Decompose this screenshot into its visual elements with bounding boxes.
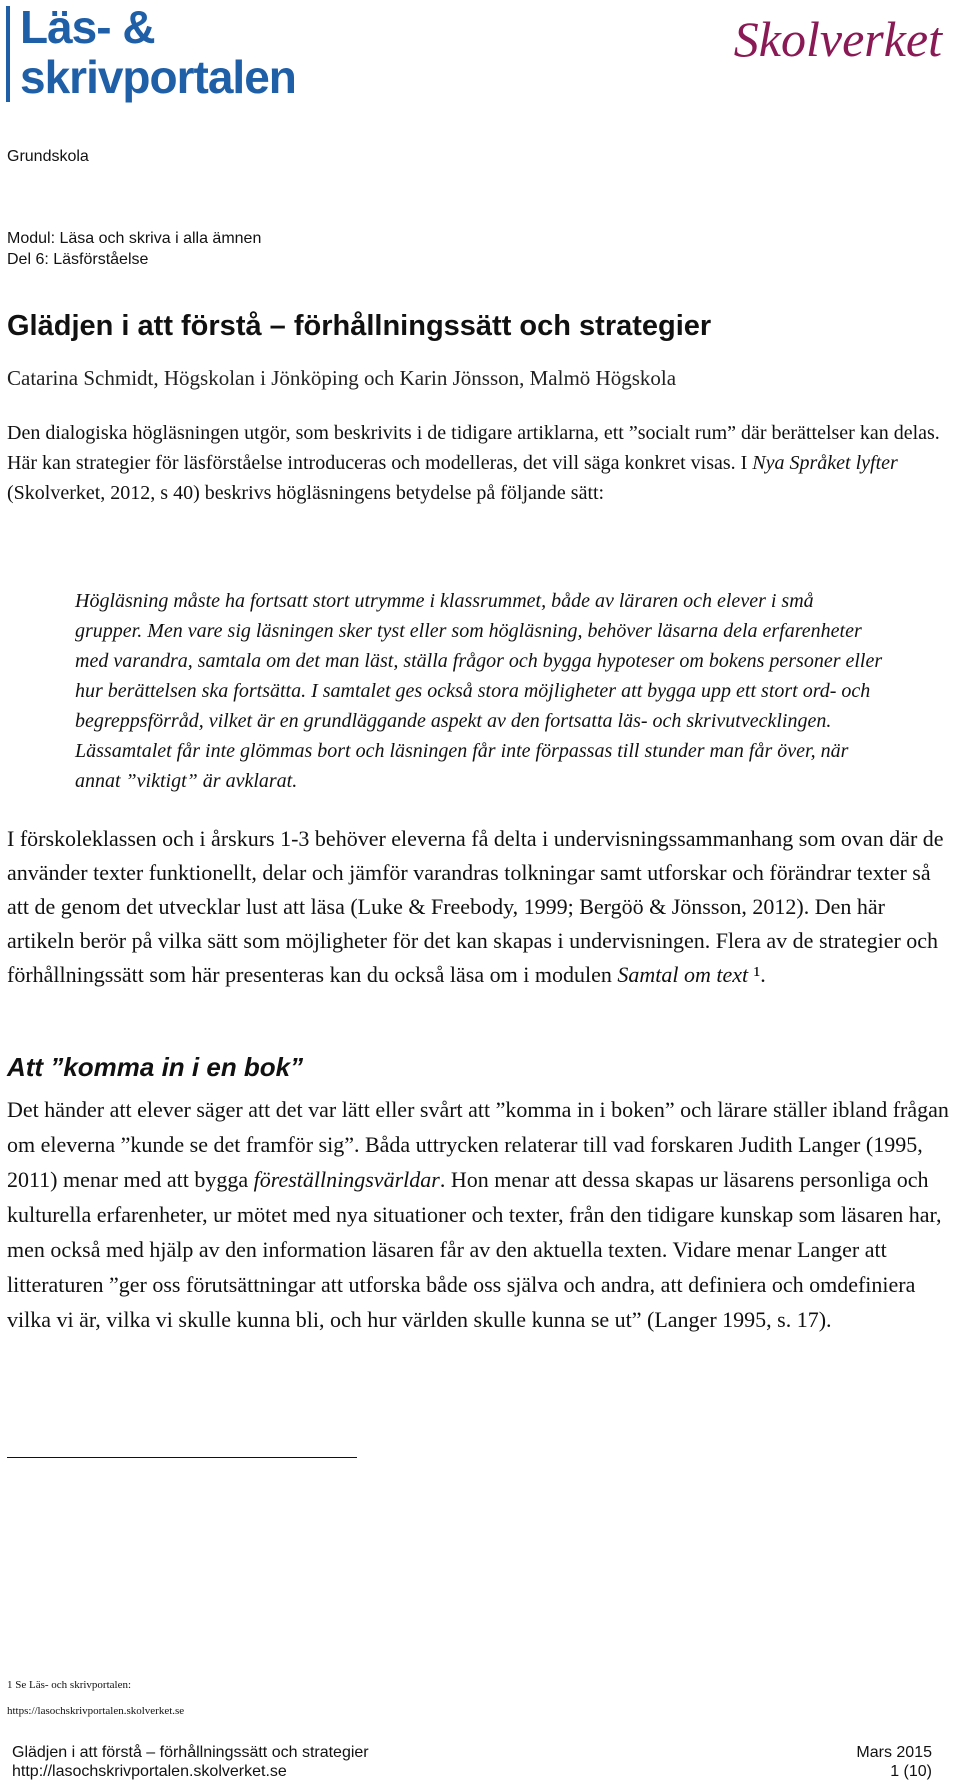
body-paragraph-2 (7, 822, 953, 992)
school-level: Grundskola (7, 148, 89, 165)
block-quote: Högläsning måste ha fortsatt stort utrymme i klassrummet, både av läraren och elever i små grupper. Men vare sig läsningen sker tyst eller som högläsning, behöver läsarna dela erfarenheter med varandra, samtala om det man läst, ställa frågor och bygga hypoteser om bokens personer eller hur berättelsen ska fortsätta. I samtalet ges också stora möjligheter att bygga upp ett stort ord- och begreppsförråd, vilket är en grundläggande aspekt av den fortsatta läs- och skrivutvecklingen. Lässamtalet får inte glömmas bort och läsningen får inte förpassas till stunder man får över, när annat ”viktigt” är avklarat. (75, 590, 883, 792)
article-authors: Catarina Schmidt, Högskolan i Jönköping och Karin Jönsson, Malmö Högskola (7, 366, 677, 390)
module-part: Del 6: Läsförståelse (7, 251, 149, 268)
page-number: 1 (10) (890, 1763, 932, 1780)
para2-reference: Samtal om text (617, 962, 749, 987)
para3-text-a: Det händer att elever säger att det var lätt eller svårt att ”komma in i boken” och lärare ställer ibland frågan om eleverna ”kunde se det framför sig”. Båda uttrycken relaterar till vad forskaren Judith Langer (1995, 2011) menar med att bygga (7, 1097, 949, 1192)
skolverket-logo[interactable]: Skolverket (733, 11, 942, 67)
para3-term: föreställningsvärldar (253, 1167, 440, 1192)
section-heading: Att ”komma in i en bok” (7, 1052, 304, 1082)
intro-reference: Nya Språket lyfter (752, 452, 898, 474)
page-footer-right (856, 1743, 932, 1781)
logo-bar (6, 6, 10, 102)
footnote-marker[interactable]: ¹. (748, 962, 766, 987)
footnote-text: 1 Se Läs- och skrivportalen: (7, 1679, 132, 1691)
footnote-divider (7, 1457, 357, 1458)
intro-text-b: (Skolverket, 2012, s 40) beskrivs högläsningens betydelse på följande sätt: (7, 482, 605, 504)
page-footer-left (12, 1743, 369, 1781)
footer-title: Glädjen i att förstå – förhållningssätt och strategier (12, 1744, 369, 1761)
footer-date: Mars 2015 (856, 1744, 932, 1761)
intro-text-a: Den dialogiska högläsningen utgör, som beskrivits i de tidigare artiklarna, ett ”socialt rum” där berättelser kan delas. Här kan strategier för läsförståelse introduceras och modelleras, det vill säga konkret visas. I (7, 422, 940, 474)
footnote-link[interactable]: https://lasochskrivportalen.skolverket.se (7, 1705, 185, 1717)
footnote (7, 1672, 184, 1724)
body-paragraph-3 (7, 1092, 953, 1337)
footer-url[interactable]: http://lasochskrivportalen.skolverket.se (12, 1763, 287, 1780)
logo-text-line2: skrivportalen (20, 51, 296, 103)
logo-text-line1: Läs- & (20, 1, 155, 53)
intro-paragraph (7, 418, 953, 508)
module-name: Modul: Läsa och skriva i alla ämnen (7, 230, 262, 247)
para3-text-b: . Hon menar att dessa skapas ur läsarens personliga och kulturella erfarenheter, ur mötet med nya situationer och texter, från den tidigare kunskap som läsaren har, men också med hjälp av den information läsaren får av den aktuella texten. Vidare menar Langer att litteraturen ”ger oss förutsättningar att utforska både oss själva och andra, att definiera och omdefiniera vilka vi är, vilka vi skulle kunna bli, och hur världen skulle kunna se ut” (Langer 1995, s. 17). (7, 1167, 942, 1332)
las-och-skrivportalen-logo[interactable] (6, 2, 366, 106)
article-title: Glädjen i att förstå – förhållningssätt och strategier (7, 310, 712, 342)
module-info (7, 228, 261, 270)
para2-text: I förskoleklassen och i årskurs 1-3 behöver eleverna få delta i undervisningssammanhang som ovan där de använder texter funktionellt, delar och jämför varandras tolkningar samt utforskar och förändrar texter så att de genom det utvecklar lust att läsa (Luke & Freebody, 1999; Bergöö & Jönsson, 2012). Den här artikeln berör på vilka sätt som möjligheter för det kan skapas i undervisningen. Flera av de strategier och förhållningssätt som här presenteras kan du också läsa om i modulen (7, 826, 944, 987)
